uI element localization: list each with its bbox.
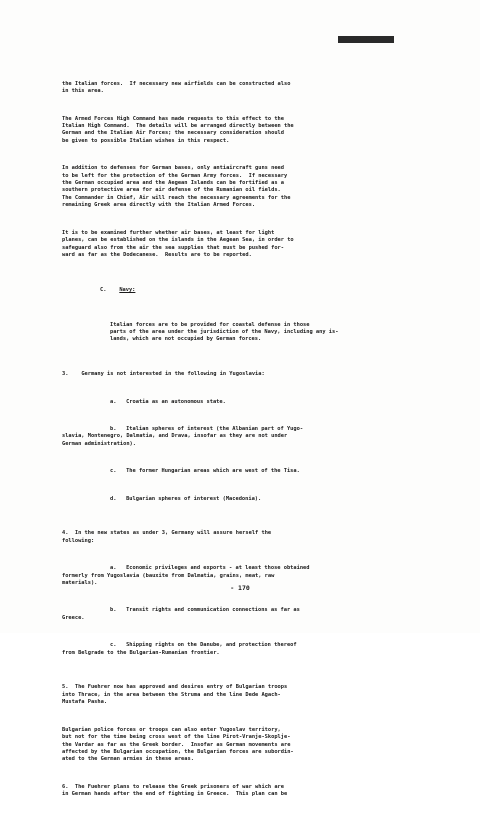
item-3-number: 3. bbox=[62, 371, 69, 378]
item-letter: a. bbox=[110, 398, 117, 405]
item-letter: b. bbox=[110, 607, 117, 614]
item-3d bbox=[62, 496, 426, 503]
section-navy-heading bbox=[62, 287, 426, 294]
item-text: The former Hungarian areas which are west of the Tisa. bbox=[126, 468, 300, 475]
section-title: Navy: bbox=[119, 286, 136, 293]
item-6-text: The Fuehrer plans to release the Greek prisoners of war which are in German hands after the end of fighting in Greece. This plan can be bbox=[62, 783, 288, 798]
navy-paragraph-text: Italian forces are to be provided for coastal defense in those parts of the area under the jurisdiction of the Navy, including any is- lands, which are not occupied by German forces. bbox=[110, 321, 339, 343]
item-3a bbox=[62, 399, 426, 406]
item-6 bbox=[62, 784, 426, 799]
item-text: Transit rights and communication connections as far as bbox=[126, 607, 300, 614]
item-continuation: slavia, Montenegro, Dalmatia, and Drava, insofar as they are not under German administration). bbox=[62, 433, 288, 447]
classification-stamp bbox=[338, 36, 394, 43]
item-4-number: 4. bbox=[62, 530, 69, 537]
paragraph-navy-first bbox=[62, 322, 426, 344]
item-4c bbox=[62, 642, 426, 657]
item-text: Bulgarian spheres of interest (Macedonia). bbox=[126, 495, 262, 502]
item-5-text: The Fuehrer now has approved and desires entry of Bulgarian troops into Thrace, in the area between the Struma and the line Dede Agach- Mustafa Pasha. bbox=[62, 684, 288, 706]
item-3 bbox=[62, 371, 426, 378]
item-4b bbox=[62, 607, 426, 622]
item-5-number: 5. bbox=[62, 684, 69, 691]
item-letter: b. bbox=[110, 425, 117, 432]
item-text: Shipping rights on the Danube, and protection thereof bbox=[126, 642, 297, 649]
item-3c bbox=[62, 468, 426, 475]
item-letter: d. bbox=[110, 495, 117, 502]
paragraph-bulgarian-police: Bulgarian police forces or troops can also enter Yugoslav territory, but not for the time being cross west of the line Pirot-Vranje-Skoplje- the Vardar as far as the Greek border. Insofar as German movements are affected by the Bulgarian occupation, the Bulgarian forces are subordin- ated to the German armies in these areas. bbox=[62, 726, 294, 763]
item-text: Economic privileges and exports - at least those obtained bbox=[126, 565, 310, 572]
classification-text: UNCLASSIFIED bbox=[338, 36, 375, 42]
item-letter: c. bbox=[110, 468, 117, 475]
item-text: Italian spheres of interest (the Albanian part of Yugo- bbox=[126, 425, 304, 432]
item-5 bbox=[62, 684, 426, 706]
page-number: - 170 bbox=[230, 584, 250, 592]
section-letter: C. bbox=[100, 286, 107, 293]
paragraph-antiaircraft-defense: In addition to defenses for German bases, only antiaircraft guns need to be left for the protection of the German Army forces. If necessary the German occupied area and the Aegean Islands can be fortified as a southern protective area for air defense of the Rumanian oil fields. The Commander in Chief, Air will reach the necessary agreements for the remaining Greek area directly with the Italian Armed Forces. bbox=[62, 165, 291, 209]
item-continuation: Greece. bbox=[62, 614, 85, 621]
paragraph-italian-forces: the Italian forces. If necessary new airfields can be constructed also in this area. bbox=[62, 80, 291, 95]
item-6-number: 6. bbox=[62, 783, 69, 790]
item-continuation: formerly from Yugoslavia (bauxite from Dalmatia, grains, meat, raw materials). bbox=[62, 572, 275, 587]
paragraph-aegean-air-bases: It is to be examined further whether air bases, at least for light planes, can be established on the islands in the Aegean Sea, in order to safeguard also from the air the sea supplies that must be pushed for- ward as far as the Dodecanese. Results are to be reported. bbox=[62, 229, 294, 258]
document-body bbox=[62, 66, 426, 819]
item-4 bbox=[62, 530, 426, 545]
item-text: Croatia as an autonomous state. bbox=[126, 398, 226, 405]
paragraph-armed-forces-high-command: The Armed Forces High Command has made requests to this effect to the Italian High Command. The details will be arranged directly between the German and the Italian Air Forces; the necessary consideration should be given to possible Italian wishes in this respect. bbox=[62, 115, 294, 144]
item-3-text: Germany is not interested in the following in Yugoslavia: bbox=[81, 371, 265, 378]
item-letter: a. bbox=[110, 565, 117, 572]
item-continuation: from Belgrade to the Bulgarian-Rumanian frontier. bbox=[62, 649, 220, 656]
item-4-text: In the new states as under 3, Germany will assure herself the following: bbox=[62, 530, 272, 544]
item-3b bbox=[62, 426, 426, 448]
item-letter: c. bbox=[110, 642, 117, 649]
